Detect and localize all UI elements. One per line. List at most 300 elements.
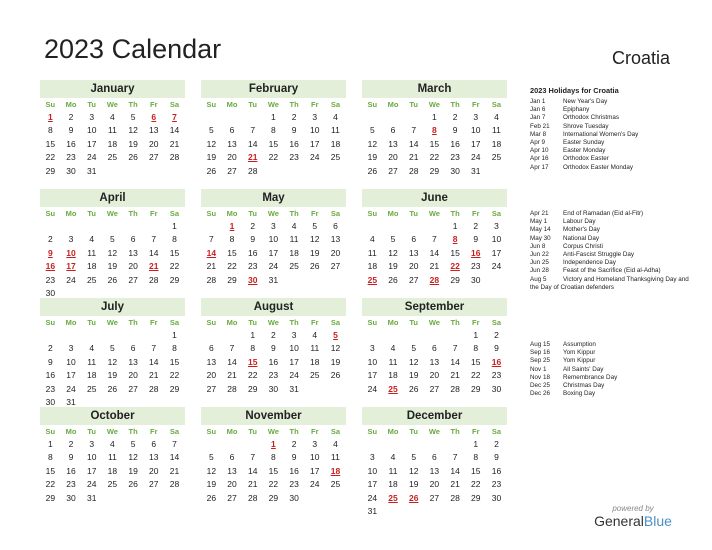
holiday-day: 30 — [247, 274, 258, 285]
weekday-label: Th — [450, 100, 460, 109]
day: 5 — [312, 221, 318, 231]
day: 25 — [491, 152, 502, 163]
day: 25 — [310, 370, 320, 381]
holiday-row — [530, 139, 690, 147]
weekday-label: Mo — [226, 209, 238, 218]
day: 14 — [247, 465, 258, 476]
day: 4 — [89, 343, 95, 354]
day: 26 — [128, 479, 138, 490]
day: 2 — [494, 330, 499, 340]
day: 1 — [432, 112, 437, 122]
holiday-row — [530, 210, 690, 218]
holiday-name: Orthodox Easter — [563, 155, 609, 163]
day: 27 — [429, 383, 440, 394]
day: 13 — [408, 247, 419, 258]
month-name: June — [362, 189, 507, 207]
holiday-name: Easter Sunday — [563, 139, 605, 147]
holiday-name: Easter Monday — [563, 147, 606, 155]
holiday-day: 22 — [450, 261, 460, 272]
weekday-label: We — [267, 318, 279, 327]
brand-name: GeneralBlue — [594, 513, 672, 529]
holiday-date: Sep 16 — [530, 349, 550, 357]
day: 19 — [408, 479, 419, 490]
month-april — [40, 189, 185, 300]
weekday-label: Sa — [330, 100, 341, 109]
empty-day — [383, 438, 404, 451]
day: 17 — [471, 138, 481, 149]
day: 28 — [169, 152, 180, 163]
holiday-date: Jun 28 — [530, 267, 549, 275]
day: 27 — [227, 492, 237, 503]
weekday-label: Sa — [169, 427, 180, 436]
holiday-day: 10 — [66, 247, 76, 258]
day: 8 — [271, 452, 276, 463]
weekday-label: Th — [289, 100, 299, 109]
day: 20 — [429, 479, 440, 490]
weekday-label: Mo — [387, 100, 399, 109]
holiday-row — [530, 349, 690, 357]
weekday-label: Mo — [65, 100, 77, 109]
empty-day — [102, 329, 123, 342]
weekday-label: Mo — [226, 100, 238, 109]
day: 29 — [471, 492, 481, 503]
weekday-label: Th — [128, 209, 138, 218]
day: 26 — [107, 383, 118, 394]
holiday-row — [530, 382, 690, 390]
day: 20 — [408, 261, 419, 272]
day: 20 — [227, 479, 237, 490]
weekday-label: Th — [289, 318, 299, 327]
day: 25 — [86, 274, 97, 285]
day: 29 — [227, 274, 237, 285]
day: 2 — [47, 234, 53, 245]
day: 1 — [473, 439, 479, 449]
day: 11 — [388, 356, 398, 367]
day: 24 — [86, 152, 97, 163]
holiday-date: Mar 8 — [530, 130, 547, 138]
day: 9 — [494, 452, 499, 463]
holiday-date: Jun 22 — [530, 251, 549, 259]
empty-day — [362, 111, 383, 124]
month-name: April — [40, 189, 185, 207]
day: 30 — [268, 383, 279, 394]
holiday-day: 8 — [452, 234, 458, 245]
day: 20 — [429, 370, 440, 381]
weekday-label: Sa — [169, 318, 180, 327]
holiday-date: May 14 — [530, 226, 551, 234]
day: 20 — [149, 138, 159, 149]
day: 27 — [128, 274, 138, 285]
day: 15 — [268, 138, 279, 149]
holiday-row — [530, 155, 690, 163]
day: 19 — [107, 261, 118, 272]
day: 26 — [206, 492, 217, 503]
day: 3 — [89, 112, 95, 122]
day: 22 — [227, 261, 237, 272]
day: 29 — [169, 383, 180, 394]
empty-day — [81, 220, 102, 233]
day: 4 — [390, 343, 396, 354]
day: 29 — [45, 165, 56, 176]
holiday-date: Jan 7 — [530, 114, 546, 122]
holiday-row — [530, 390, 690, 398]
holiday-day: 8 — [432, 125, 437, 136]
weekday-label: Tu — [409, 209, 419, 218]
holiday-date: Aug 5 — [530, 275, 547, 283]
day: 21 — [450, 370, 460, 381]
empty-day — [445, 329, 466, 342]
day: 25 — [330, 479, 341, 490]
day: 3 — [89, 439, 95, 449]
day: 15 — [45, 138, 56, 149]
day: 30 — [66, 492, 76, 503]
day: 5 — [130, 112, 136, 122]
holiday-day: 21 — [247, 152, 258, 163]
month-name: January — [40, 80, 185, 98]
weekday-label: Th — [128, 100, 138, 109]
day: 1 — [47, 439, 53, 449]
day: 31 — [86, 492, 97, 503]
day: 27 — [330, 261, 341, 272]
holiday-day: 15 — [247, 356, 258, 367]
holiday-name: Victory and Homeland Thanksgiving Day and the Day of Croatian defenders — [530, 275, 689, 291]
day: 11 — [107, 452, 117, 463]
day: 10 — [86, 125, 97, 136]
day: 13 — [227, 138, 237, 149]
empty-day — [222, 111, 243, 124]
day: 12 — [107, 356, 118, 367]
day: 9 — [47, 356, 53, 367]
day: 6 — [130, 343, 136, 354]
empty-day — [424, 220, 445, 233]
day: 14 — [227, 356, 237, 367]
day: 1 — [250, 330, 256, 340]
day: 8 — [47, 452, 53, 463]
day: 19 — [367, 152, 378, 163]
holiday-name: Corpus Christi — [563, 242, 603, 250]
holiday-row — [530, 259, 690, 267]
weekday-label: Fr — [472, 209, 480, 218]
day: 21 — [169, 465, 180, 476]
day: 21 — [149, 370, 159, 381]
day: 18 — [289, 247, 299, 258]
day: 8 — [47, 125, 53, 136]
day: 9 — [494, 343, 499, 354]
weekday-label: Tu — [87, 100, 97, 109]
day: 16 — [45, 370, 56, 381]
day: 31 — [86, 165, 97, 176]
holiday-day: 25 — [367, 274, 378, 285]
day: 14 — [149, 247, 159, 258]
day: 11 — [492, 125, 501, 136]
day: 9 — [271, 343, 276, 354]
day: 15 — [45, 465, 56, 476]
day: 23 — [491, 479, 502, 490]
day: 5 — [411, 452, 417, 463]
holiday-row — [530, 243, 690, 251]
day: 17 — [289, 356, 299, 367]
day: 5 — [208, 452, 214, 463]
day: 22 — [247, 370, 258, 381]
empty-day — [424, 329, 445, 342]
holiday-day: 16 — [491, 356, 502, 367]
holiday-row — [530, 235, 690, 243]
day: 3 — [68, 343, 74, 354]
day: 30 — [45, 396, 56, 407]
day: 6 — [432, 343, 437, 354]
day: 27 — [149, 479, 159, 490]
day: 17 — [66, 370, 76, 381]
day: 29 — [429, 165, 440, 176]
day: 4 — [333, 112, 338, 122]
day: 20 — [128, 261, 138, 272]
holiday-name: Independence Day — [563, 259, 616, 267]
month-name: July — [40, 298, 185, 316]
day: 2 — [68, 112, 74, 122]
day: 31 — [66, 396, 76, 407]
holiday-day: 28 — [429, 274, 440, 285]
empty-day — [383, 329, 404, 342]
day: 17 — [310, 465, 320, 476]
day: 27 — [128, 383, 138, 394]
weekday-label: Tu — [248, 209, 258, 218]
day: 25 — [107, 152, 118, 163]
day: 26 — [330, 370, 341, 381]
weekday-label: Tu — [409, 427, 419, 436]
holiday-row — [530, 164, 690, 172]
weekday-label: Su — [206, 100, 217, 109]
day: 13 — [429, 465, 440, 476]
day: 18 — [388, 370, 398, 381]
day: 11 — [87, 356, 97, 367]
day: 23 — [45, 383, 56, 394]
day: 26 — [367, 165, 378, 176]
holiday-date: Apr 9 — [530, 139, 546, 147]
day: 11 — [87, 247, 97, 258]
holiday-date: May 1 — [530, 218, 548, 226]
day: 28 — [149, 383, 159, 394]
holiday-date: Apr 10 — [530, 147, 549, 155]
weekday-label: We — [106, 100, 118, 109]
day: 10 — [491, 234, 502, 245]
day: 29 — [268, 492, 279, 503]
day: 16 — [268, 356, 279, 367]
holiday-date: Apr 17 — [530, 163, 549, 171]
day: 13 — [128, 247, 138, 258]
empty-day — [143, 329, 164, 342]
day: 13 — [206, 356, 217, 367]
holiday-date: Dec 26 — [530, 390, 550, 398]
day: 11 — [107, 125, 117, 136]
holiday-name: Mother's Day — [563, 226, 600, 234]
day: 5 — [369, 125, 375, 136]
holiday-day: 16 — [471, 247, 481, 258]
day: 29 — [169, 274, 180, 285]
day: 21 — [206, 261, 217, 272]
month-name: December — [362, 407, 507, 425]
holiday-row — [530, 106, 690, 114]
day: 24 — [471, 152, 481, 163]
day: 1 — [473, 330, 479, 340]
day: 2 — [452, 112, 458, 122]
day: 6 — [151, 439, 157, 449]
day: 16 — [247, 247, 258, 258]
holiday-row — [530, 267, 690, 275]
day: 1 — [271, 112, 276, 122]
day: 16 — [66, 465, 76, 476]
day: 7 — [250, 125, 256, 136]
day: 27 — [408, 274, 419, 285]
day: 21 — [429, 261, 440, 272]
month-may — [201, 189, 346, 287]
day: 21 — [169, 138, 180, 149]
day: 31 — [289, 383, 299, 394]
day: 2 — [250, 221, 256, 231]
holiday-row — [530, 131, 690, 139]
holiday-date: Dec 25 — [530, 382, 550, 390]
holiday-row — [530, 226, 690, 234]
weekday-label: Fr — [311, 318, 319, 327]
weekday-label: Th — [289, 209, 299, 218]
page-title: 2023 Calendar — [44, 34, 222, 64]
weekday-label: Mo — [387, 209, 399, 218]
weekday-label: Sa — [330, 427, 341, 436]
day: 12 — [310, 234, 320, 245]
day: 4 — [89, 234, 95, 245]
holiday-name: Labour Day — [563, 218, 596, 226]
day: 12 — [107, 247, 118, 258]
day: 20 — [330, 247, 341, 258]
day: 25 — [289, 261, 299, 272]
day: 12 — [408, 465, 419, 476]
day: 11 — [331, 452, 340, 463]
holiday-day: 1 — [271, 439, 276, 449]
weekday-label: Su — [45, 318, 56, 327]
day: 22 — [268, 152, 279, 163]
holiday-date: Jun 8 — [530, 242, 546, 250]
day: 23 — [289, 152, 299, 163]
day: 27 — [206, 383, 217, 394]
day: 28 — [247, 165, 258, 176]
empty-day — [362, 438, 383, 451]
holiday-row — [530, 341, 690, 349]
holiday-row — [530, 366, 690, 374]
day: 17 — [268, 247, 279, 258]
day: 21 — [247, 479, 258, 490]
weekday-label: Th — [450, 209, 460, 218]
day: 6 — [130, 234, 136, 245]
day: 11 — [310, 343, 320, 354]
month-name: November — [201, 407, 346, 425]
day: 17 — [367, 370, 378, 381]
holiday-row — [530, 374, 690, 382]
day: 2 — [68, 439, 74, 449]
day: 5 — [110, 234, 115, 245]
empty-day — [424, 438, 445, 451]
day: 4 — [390, 452, 396, 463]
day: 14 — [169, 125, 180, 136]
day: 10 — [86, 452, 97, 463]
holiday-name: New Year's Day — [563, 98, 608, 105]
day: 18 — [367, 261, 378, 272]
holiday-name: Yom Kippur — [563, 357, 596, 365]
day: 6 — [390, 125, 396, 136]
powered-by: powered by — [612, 504, 654, 513]
day: 8 — [271, 125, 276, 136]
day: 11 — [367, 247, 377, 258]
day: 3 — [271, 221, 276, 231]
holiday-name: All Saints' Day — [563, 365, 604, 373]
day: 13 — [149, 452, 159, 463]
day: 22 — [268, 479, 279, 490]
day: 7 — [151, 234, 157, 245]
day: 21 — [408, 152, 419, 163]
weekday-label: We — [428, 100, 440, 109]
day: 7 — [208, 234, 214, 245]
holiday-row — [530, 218, 690, 226]
day: 28 — [408, 165, 419, 176]
empty-day — [40, 329, 61, 342]
day: 12 — [408, 356, 419, 367]
holiday-date: Apr 21 — [530, 210, 549, 217]
weekday-label: We — [267, 209, 279, 218]
day: 19 — [128, 138, 138, 149]
day: 23 — [45, 274, 56, 285]
day: 31 — [268, 274, 279, 285]
empty-day — [222, 438, 243, 451]
day: 2 — [291, 112, 297, 122]
holiday-date: Apr 16 — [530, 155, 549, 163]
day: 6 — [432, 452, 437, 463]
day: 18 — [310, 356, 320, 367]
month-february — [201, 80, 346, 178]
holiday-date: Aug 15 — [530, 341, 550, 348]
month-january — [40, 80, 185, 178]
day: 29 — [450, 274, 460, 285]
day: 11 — [331, 125, 340, 136]
day: 23 — [471, 261, 481, 272]
day: 3 — [312, 439, 318, 449]
day: 13 — [429, 356, 440, 367]
weekday-label: Th — [450, 427, 460, 436]
day: 14 — [429, 247, 440, 258]
weekday-label: Sa — [330, 318, 341, 327]
day: 30 — [471, 274, 481, 285]
day: 12 — [206, 465, 217, 476]
day: 6 — [229, 125, 235, 136]
holiday-name: Yom Kippur — [563, 349, 596, 357]
day: 7 — [432, 234, 437, 245]
day: 17 — [310, 138, 320, 149]
day: 29 — [247, 383, 258, 394]
day: 20 — [227, 152, 237, 163]
weekday-label: We — [428, 318, 440, 327]
day: 17 — [86, 138, 97, 149]
day: 6 — [411, 234, 417, 245]
day: 2 — [291, 439, 297, 449]
day: 19 — [330, 356, 341, 367]
month-august — [201, 298, 346, 396]
day: 27 — [149, 152, 159, 163]
weekday-label: Th — [128, 427, 138, 436]
day: 5 — [411, 343, 417, 354]
day: 9 — [291, 452, 297, 463]
day: 15 — [268, 465, 279, 476]
day: 25 — [107, 479, 118, 490]
day: 13 — [388, 138, 398, 149]
weekday-label: Su — [367, 427, 378, 436]
day: 28 — [450, 383, 460, 394]
